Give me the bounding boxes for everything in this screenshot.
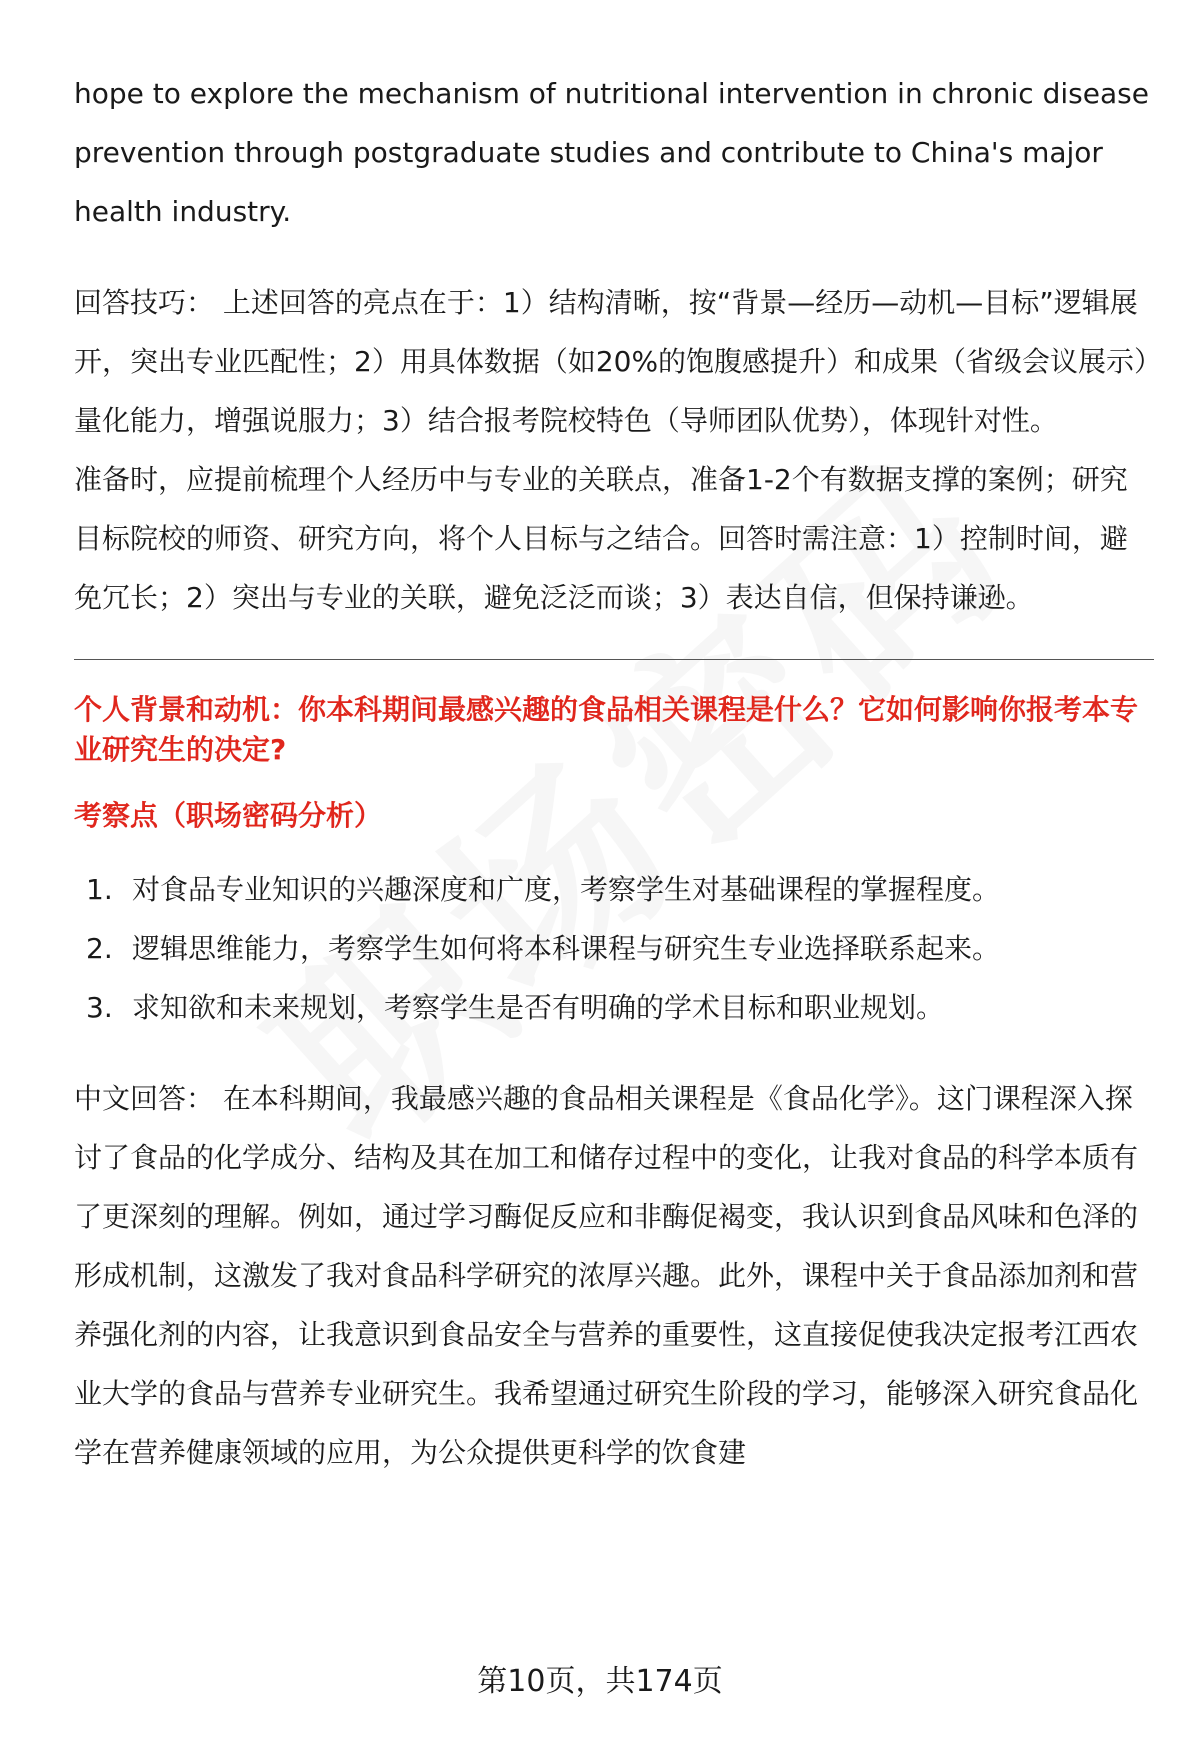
answer-tips-paragraph — [74, 273, 1154, 450]
section-divider — [74, 659, 1154, 660]
preparation-paragraph: 准备时，应提前梳理个人经历中与专业的关联点，准备1-2个有数据支撑的案例；研究目标院校的师资、研究方向，将个人目标与之结合。回答时需注意：1）控制时间，避免冗长；2）突出与专业的关联，避免泛泛而谈；3）表达自信，但保持谦逊。 — [74, 463, 1128, 614]
list-item — [74, 919, 1154, 978]
list-item-number: 3. — [86, 991, 113, 1024]
list-item-number: 1. — [86, 873, 113, 906]
assessment-points-list — [74, 860, 1154, 1037]
page-number-footer: 第10页，共174页 — [477, 1664, 723, 1699]
intro-paragraph: hope to explore the mechanism of nutritional intervention in chronic disease prevention through postgraduate studies and contribute to China's major health industry. — [74, 77, 1149, 228]
list-item-number: 2. — [86, 932, 113, 965]
document-page — [74, 64, 1154, 1482]
chinese-answer-text: 在本科期间，我最感兴趣的食品相关课程是《食品化学》。这门课程深入探讨了食品的化学成分、结构及其在加工和储存过程中的变化，让我对食品的科学本质有了更深刻的理解。例如，通过学习酶促反应和非酶促褐变，我认识到食品风味和色泽的形成机制，这激发了我对食品科学研究的浓厚兴趣。此外，课程中关于食品添加剂和营养强化剂的内容，让我意识到食品安全与营养的重要性，这直接促使我决定报考江西农业大学的食品与营养专业研究生。我希望通过研究生阶段的学习，能够深入研究食品化学在营养健康领域的应用，为公众提供更科学的饮食建 — [74, 1082, 1139, 1469]
list-item — [74, 978, 1154, 1037]
question-title: 个人背景和动机：你本科期间最感兴趣的食品相关课程是什么？它如何影响你报考本专业研究生的决定? — [74, 693, 1139, 766]
chinese-answer-paragraph — [74, 1069, 1154, 1482]
answer-tips-label: 回答技巧： — [74, 286, 215, 319]
list-item-text: 求知欲和未来规划，考察学生是否有明确的学术目标和职业规划。 — [132, 991, 945, 1024]
list-item-text: 逻辑思维能力，考察学生如何将本科课程与研究生专业选择联系起来。 — [132, 932, 1001, 965]
answer-tips-text: 上述回答的亮点在于：1）结构清晰，按“背景—经历—动机—目标”逻辑展开，突出专业匹配性；2）用具体数据（如20%的饱腹感提升）和成果（省级会议展示）量化能力，增强说服力；3）结合报考院校特色（导师团队优势），体现针对性。 — [74, 286, 1149, 437]
assessment-points-title: 考察点（职场密码分析） — [74, 799, 383, 832]
list-item — [74, 860, 1154, 919]
chinese-answer-label: 中文回答： — [74, 1082, 215, 1115]
list-item-text: 对食品专业知识的兴趣深度和广度，考察学生对基础课程的掌握程度。 — [132, 873, 1001, 906]
